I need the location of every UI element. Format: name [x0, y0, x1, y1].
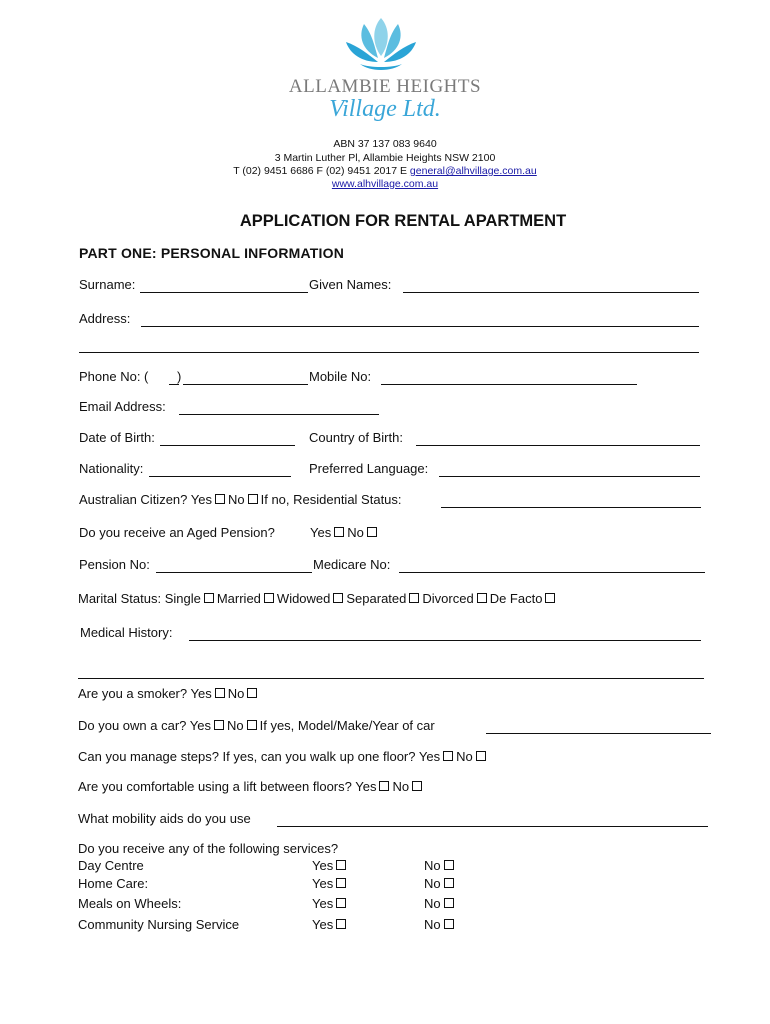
surname-field[interactable]: [140, 292, 308, 293]
lift-yes-checkbox[interactable]: [379, 781, 389, 791]
divorced-label: Divorced: [422, 591, 474, 606]
defacto-checkbox[interactable]: [545, 593, 555, 603]
given-names-field[interactable]: [403, 292, 699, 293]
car-no-label: No: [226, 718, 244, 733]
medical-field-2[interactable]: [78, 678, 704, 679]
separated-label: Separated: [346, 591, 407, 606]
home-care-yes-checkbox[interactable]: [336, 878, 346, 888]
header-website-row: [0, 178, 770, 190]
steps-label: Can you manage steps? If yes, can you walk up one floor? Yes: [78, 749, 441, 764]
pension-options: [310, 525, 380, 540]
service-nursing-no: [424, 917, 457, 932]
smoker-no-label: No: [227, 686, 245, 701]
yes-label: Yes: [312, 896, 334, 911]
country-label: Country of Birth:: [309, 430, 403, 445]
yes-label: Yes: [312, 917, 334, 932]
header-address: 3 Martin Luther Pl, Allambie Heights NSW 2100: [274, 152, 496, 164]
nursing-yes-checkbox[interactable]: [336, 919, 346, 929]
pension-no-label-field: Pension No:: [79, 557, 150, 572]
header-phone-fax: T (02) 9451 6686 F (02) 9451 2017 E: [233, 165, 410, 177]
language-label: Preferred Language:: [309, 461, 429, 476]
mobile-label: Mobile No:: [309, 369, 372, 384]
email-label: Email Address:: [79, 399, 166, 414]
address-label: Address:: [79, 311, 131, 326]
service-day-centre-yes: [312, 858, 349, 873]
no-label: No: [424, 876, 441, 891]
medicare-field[interactable]: [399, 572, 705, 573]
service-day-centre: Day Centre: [78, 858, 144, 873]
meals-no-checkbox[interactable]: [444, 898, 454, 908]
lift-label: Are you comfortable using a lift between floors? Yes: [78, 779, 377, 794]
citizen-no-label: No: [227, 492, 245, 507]
divorced-checkbox[interactable]: [477, 593, 487, 603]
phone-close-paren: ): [177, 369, 182, 384]
header-email-link[interactable]: general@alhvillage.com.au: [409, 165, 537, 177]
yes-label: Yes: [312, 858, 334, 873]
nationality-label: Nationality:: [79, 461, 144, 476]
day-centre-yes-checkbox[interactable]: [336, 860, 346, 870]
dob-field[interactable]: [160, 445, 295, 446]
citizen-row: [79, 492, 402, 507]
medical-label: Medical History:: [80, 625, 173, 640]
no-label: No: [424, 858, 441, 873]
logo-name: ALLAMBIE HEIGHTS: [288, 76, 482, 97]
services-question: Do you receive any of the following services?: [78, 841, 339, 856]
meals-yes-checkbox[interactable]: [336, 898, 346, 908]
steps-row: [78, 749, 489, 764]
mobility-field[interactable]: [277, 826, 708, 827]
separated-checkbox[interactable]: [409, 593, 419, 603]
no-label: No: [424, 917, 441, 932]
residential-status-label: If no, Residential Status:: [260, 492, 402, 507]
email-field[interactable]: [179, 414, 379, 415]
service-meals-on-wheels: Meals on Wheels:: [78, 896, 182, 911]
lift-no-checkbox[interactable]: [412, 781, 422, 791]
phone-field[interactable]: [183, 384, 308, 385]
pension-no-field[interactable]: [156, 572, 312, 573]
given-names-label: Given Names:: [309, 277, 392, 292]
phone-label: Phone No: (: [79, 369, 149, 384]
married-checkbox[interactable]: [264, 593, 274, 603]
service-nursing-yes: [312, 917, 349, 932]
service-day-centre-no: [424, 858, 457, 873]
medicare-label: Medicare No:: [313, 557, 391, 572]
form-title: APPLICATION FOR RENTAL APARTMENT: [239, 212, 567, 230]
header-contact: [0, 165, 770, 177]
steps-no-checkbox[interactable]: [476, 751, 486, 761]
widowed-checkbox[interactable]: [333, 593, 343, 603]
marital-label: Marital Status: Single: [78, 591, 201, 606]
no-label: No: [424, 896, 441, 911]
medical-field-1[interactable]: [189, 640, 701, 641]
smoker-yes-checkbox[interactable]: [215, 688, 225, 698]
logo-script: Village Ltd.: [329, 96, 441, 122]
pension-question: Do you receive an Aged Pension?: [79, 525, 275, 540]
marital-row: [78, 591, 558, 606]
service-home-care: Home Care:: [78, 876, 149, 891]
lotus-logo-icon: [340, 14, 422, 74]
steps-no-label: No: [456, 749, 473, 764]
header-website-link[interactable]: www.alhvillage.com.au: [331, 178, 439, 190]
widowed-label: Widowed: [276, 591, 331, 606]
car-yes-checkbox[interactable]: [214, 720, 224, 730]
lift-row: [78, 779, 425, 794]
nursing-no-checkbox[interactable]: [444, 919, 454, 929]
lift-no-label: No: [392, 779, 410, 794]
smoker-row: [78, 686, 260, 701]
service-meals-yes: [312, 896, 349, 911]
smoker-label: Are you a smoker? Yes: [78, 686, 212, 701]
citizen-no-checkbox[interactable]: [248, 494, 258, 504]
married-label: Married: [216, 591, 261, 606]
language-field[interactable]: [439, 476, 700, 477]
section-heading: PART ONE: PERSONAL INFORMATION: [79, 245, 344, 261]
mobility-label: What mobility aids do you use: [78, 811, 251, 826]
dob-label: Date of Birth:: [79, 430, 155, 445]
header-abn: ABN 37 137 083 9640: [333, 138, 437, 150]
mobile-field[interactable]: [381, 384, 637, 385]
car-details-label: If yes, Model/Make/Year of car: [259, 718, 435, 733]
service-community-nursing: Community Nursing Service: [78, 917, 240, 932]
pension-yes-checkbox[interactable]: [334, 527, 344, 537]
address-field-2[interactable]: [79, 352, 699, 353]
service-home-care-yes: [312, 876, 349, 891]
citizen-yes-checkbox[interactable]: [215, 494, 225, 504]
pension-no-checkbox[interactable]: [367, 527, 377, 537]
single-checkbox[interactable]: [204, 593, 214, 603]
steps-yes-checkbox[interactable]: [443, 751, 453, 761]
service-meals-no: [424, 896, 457, 911]
car-row: [78, 718, 435, 733]
car-details-field[interactable]: [486, 733, 711, 734]
home-care-no-checkbox[interactable]: [444, 878, 454, 888]
pension-yes-label: Yes: [310, 525, 332, 540]
surname-label: Surname:: [79, 277, 136, 292]
yes-label: Yes: [312, 876, 334, 891]
residential-status-field[interactable]: [441, 507, 701, 508]
smoker-no-checkbox[interactable]: [247, 688, 257, 698]
pension-no-label: No: [347, 525, 364, 540]
car-no-checkbox[interactable]: [247, 720, 257, 730]
address-field-1[interactable]: [141, 326, 699, 327]
defacto-label: De Facto: [489, 591, 543, 606]
car-label: Do you own a car? Yes: [78, 718, 211, 733]
country-field[interactable]: [416, 445, 700, 446]
citizen-label: Australian Citizen? Yes: [79, 492, 212, 507]
day-centre-no-checkbox[interactable]: [444, 860, 454, 870]
nationality-field[interactable]: [149, 476, 291, 477]
phone-area-field[interactable]: [169, 384, 179, 385]
service-home-care-no: [424, 876, 457, 891]
